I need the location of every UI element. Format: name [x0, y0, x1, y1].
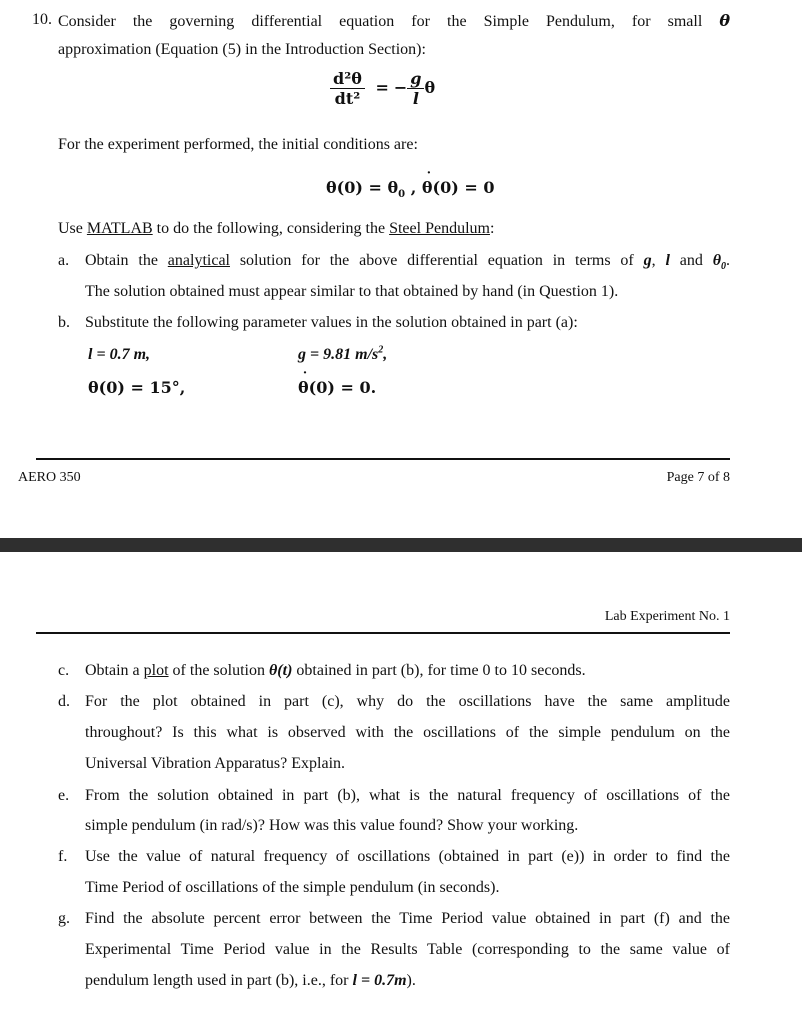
- item-a-theta0: θ: [712, 252, 722, 269]
- plot-underlined: plot: [143, 662, 169, 679]
- item-c-t1: Obtain a: [85, 662, 144, 679]
- item-e-line-2: simple pendulum (in rad/s)? How was this value found? Show your working.: [85, 817, 579, 834]
- item-b-label: b.: [58, 314, 70, 331]
- eq1-numerator: d²θ: [330, 70, 365, 89]
- item-g-line-1: Find the absolute percent error between the Time Period value obtained in part (f) and the: [85, 910, 730, 927]
- item-a-end: .: [726, 252, 731, 269]
- footer-page-number: Page 7 of 8: [666, 470, 730, 485]
- use-matlab-line: [58, 220, 494, 238]
- item-f-line-2: Time Period of oscillations of the simple pendulum (in seconds).: [85, 879, 500, 896]
- eq1-g: g: [407, 70, 424, 89]
- param-theta0: θ(0) = 15°,: [88, 378, 186, 397]
- question-number: 10.: [32, 11, 52, 28]
- eq1-denominator: dt²: [334, 89, 361, 108]
- item-b-text: Substitute the following parameter values in the solution obtained in part (a):: [85, 314, 578, 331]
- item-g-last-post: ).: [406, 972, 416, 989]
- item-f-label: f.: [58, 848, 68, 865]
- param-thetadot-value: (0) = 0.: [308, 378, 377, 397]
- item-g-label: g.: [58, 910, 70, 927]
- param-g-sup: 2: [378, 344, 384, 356]
- theta-symbol: θ: [719, 11, 730, 30]
- eq1-minus: −: [393, 78, 408, 97]
- eq2-lhs: θ(0) = θ: [326, 178, 399, 197]
- use-text-before: Use: [58, 220, 87, 237]
- item-d-line-1: For the plot obtained in part (c), why do the oscillations have the same amplitude: [85, 693, 730, 710]
- param-thetadot-symbol: ˙ θ: [298, 378, 309, 397]
- item-a-g: g: [643, 252, 652, 269]
- param-g: [298, 346, 387, 364]
- item-a-t1: Obtain the: [85, 252, 168, 269]
- item-a-sep: ,: [651, 252, 666, 269]
- item-g-line-3: [85, 972, 416, 990]
- header-rule: [36, 632, 730, 634]
- param-l: l = 0.7 m,: [88, 346, 151, 363]
- item-e-line-1: From the solution obtained in part (b), what is the natural frequency of oscillations of the: [85, 787, 730, 804]
- initial-conditions-text: For the experiment performed, the initial conditions are:: [58, 136, 418, 153]
- item-c-text: [85, 662, 586, 680]
- use-text-end: :: [489, 220, 495, 237]
- item-a-and: and: [669, 252, 713, 269]
- header-lab-title: Lab Experiment No. 1: [604, 609, 730, 624]
- item-a-line-1: [85, 252, 731, 273]
- item-g-last-pre: pendulum length used in part (b), i.e., for: [85, 972, 353, 989]
- item-c-t3: obtained in part (b), for time 0 to 10 seconds.: [292, 662, 586, 679]
- eq1-equals: =: [375, 78, 389, 97]
- eq2-comma: ,: [405, 178, 422, 197]
- footer-rule: [36, 458, 730, 460]
- eq2-sub0: 0: [398, 189, 406, 201]
- item-g-line-2: Experimental Time Period value in the Results Table (corresponding to the same value of: [85, 941, 730, 958]
- steel-pendulum-underlined: Steel Pendulum: [389, 220, 490, 237]
- question-line-2: approximation (Equation (5) in the Introduction Section):: [58, 41, 426, 58]
- eq2-theta-dot: ˙ θ: [422, 178, 433, 197]
- param-g-post: ,: [383, 346, 388, 363]
- item-a-line-2: The solution obtained must appear similar to that obtained by hand (in Question 1).: [85, 283, 619, 300]
- item-a-theta0-sub: 0: [721, 261, 727, 273]
- analytical-underlined: analytical: [167, 252, 230, 269]
- initial-conditions-equation: [326, 178, 495, 201]
- footer-course: AERO 350: [18, 470, 81, 485]
- item-c-t2: of the solution: [168, 662, 269, 679]
- item-d-label: d.: [58, 693, 70, 710]
- governing-equation: [330, 70, 435, 107]
- matlab-underlined: MATLAB: [86, 220, 153, 237]
- item-d-line-2: throughout? Is this what is observed with the oscillations of the simple pendulum on the: [85, 724, 730, 741]
- eq1-theta: θ: [424, 78, 436, 97]
- item-d-line-3: Universal Vibration Apparatus? Explain.: [85, 755, 346, 772]
- item-a-t2: solution for the above differential equation in terms of: [229, 252, 644, 269]
- g-over-l-fraction: [407, 70, 424, 107]
- eq1-l: l: [412, 89, 419, 108]
- item-f-line-1: Use the value of natural frequency of oscillations (obtained in part (e)) in order to find the: [85, 848, 730, 865]
- page-break-bar: [0, 538, 802, 552]
- item-a-label: a.: [58, 252, 70, 269]
- param-g-value: g = 9.81 m/s: [298, 346, 379, 363]
- item-c-theta-t: θ(t): [268, 662, 293, 679]
- question-text: Consider the governing differential equation for the Simple Pendulum, for small: [58, 13, 703, 30]
- eq2-rhs: (0) = 0: [432, 178, 495, 197]
- param-thetadot0: [298, 378, 376, 397]
- question-line-1: [58, 11, 730, 31]
- item-g-l-value: l = 0.7m: [352, 972, 407, 989]
- second-derivative-fraction: [330, 70, 365, 107]
- item-a-l: l: [665, 252, 670, 269]
- use-text-mid: to do the following, considering the: [152, 220, 390, 237]
- item-c-label: c.: [58, 662, 70, 679]
- item-e-label: e.: [58, 787, 70, 804]
